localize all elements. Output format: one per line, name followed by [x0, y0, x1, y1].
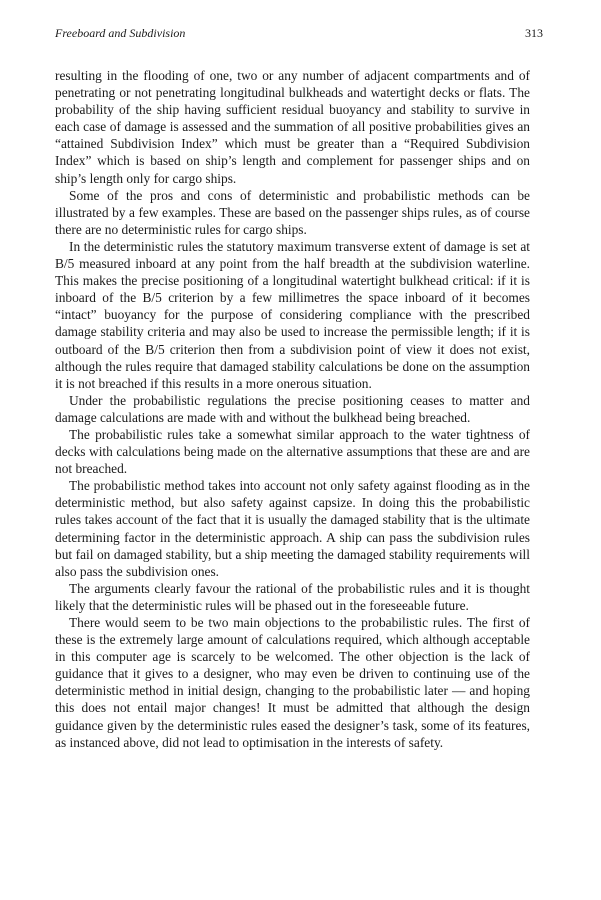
running-head — [55, 26, 543, 46]
paragraph-objections: There would seem to be two main objections to the probabilistic rules. The first of these is the extremely large amount of calculations required, which although acceptable in this computer age is scarcely to be welcomed. The other objection is the lack of guidance that it gives to a designer, who may even be driven to continuing use of the deterministic method in initial design, changing to the probabilistic later — and hoping this does not entail major changes! It must be admitted that although the design guidance given by the deterministic rules eased the designer’s task, some of its features, as instanced above, did not lead to optimisation in the interests of safety. — [55, 615, 530, 750]
paragraph-deterministic-rules: In the deterministic rules the statutory maximum transverse extent of damage is set at B/5 measured inboard at any point from the half breadth at the subdivision waterline. This makes the precise positioning of a longitudinal watertight bulkhead critical: if it is inboard of the B/5 criterion by a few millimetres the space inboard of it becomes “intact” buoyancy for the purpose of considering compliance with the prescribed damage stability criteria and may also be used to increase the permissible length; if it is outboard of the B/5 criterion then from a subdivision point of view it does not exist, although the rules require that damaged stability calculations be done on the assumption it is not breached if this results in a more onerous situation. — [55, 238, 530, 391]
paragraph-arguments: The arguments clearly favour the rational of the probabilistic rules and it is thought likely that the deterministic rules will be phased out in the foreseeable future. — [55, 580, 530, 613]
page-number: 313 — [525, 26, 543, 40]
paragraph-pros-and-cons: Some of the pros and cons of deterministic and probabilistic methods can be illustrated by a few examples. These are based on the passenger ships rules, as of course there are no deterministic rules for cargo ships. — [55, 187, 530, 237]
paragraph-probabilistic-regulations: Under the probabilistic regulations the precise positioning ceases to matter and damage calculations are made with and without the bulkhead being breached. — [55, 392, 530, 425]
paragraph-water-tightness: The probabilistic rules take a somewhat similar approach to the water tightness of decks with calculations being made on the alternative assumptions that these are and are not breached. — [55, 426, 530, 477]
paragraph-capsize-safety: The probabilistic method takes into account not only safety against flooding as in the deterministic method, but also safety against capsize. In doing this the probabilistic rules takes account of the fact that it is usually the damaged stability that is the ultimate determining factor in the deterministic approach. A ship can pass the subdivision rules but fail on damaged stability, but a ship meeting the damaged stability requirements will also pass the subdivision ones. — [55, 478, 530, 579]
running-title: Freeboard and Subdivision — [55, 26, 186, 40]
paragraph-continuation: resulting in the flooding of one, two or any number of adjacent compartments and of penetrating or not penetrating longitudinal bulkheads and watertight decks or flats. The probability of the ship having sufficient residual buoyancy and stability to survive in each case of damage is assessed and the summation of all positive probabilities gives an “attained Subdivision Index” which must be greater than a “Required Subdivision Index” which is based on ship’s length and complement for passenger ships and on ship’s length only for cargo ships. — [55, 68, 530, 186]
body-text — [55, 67, 530, 751]
